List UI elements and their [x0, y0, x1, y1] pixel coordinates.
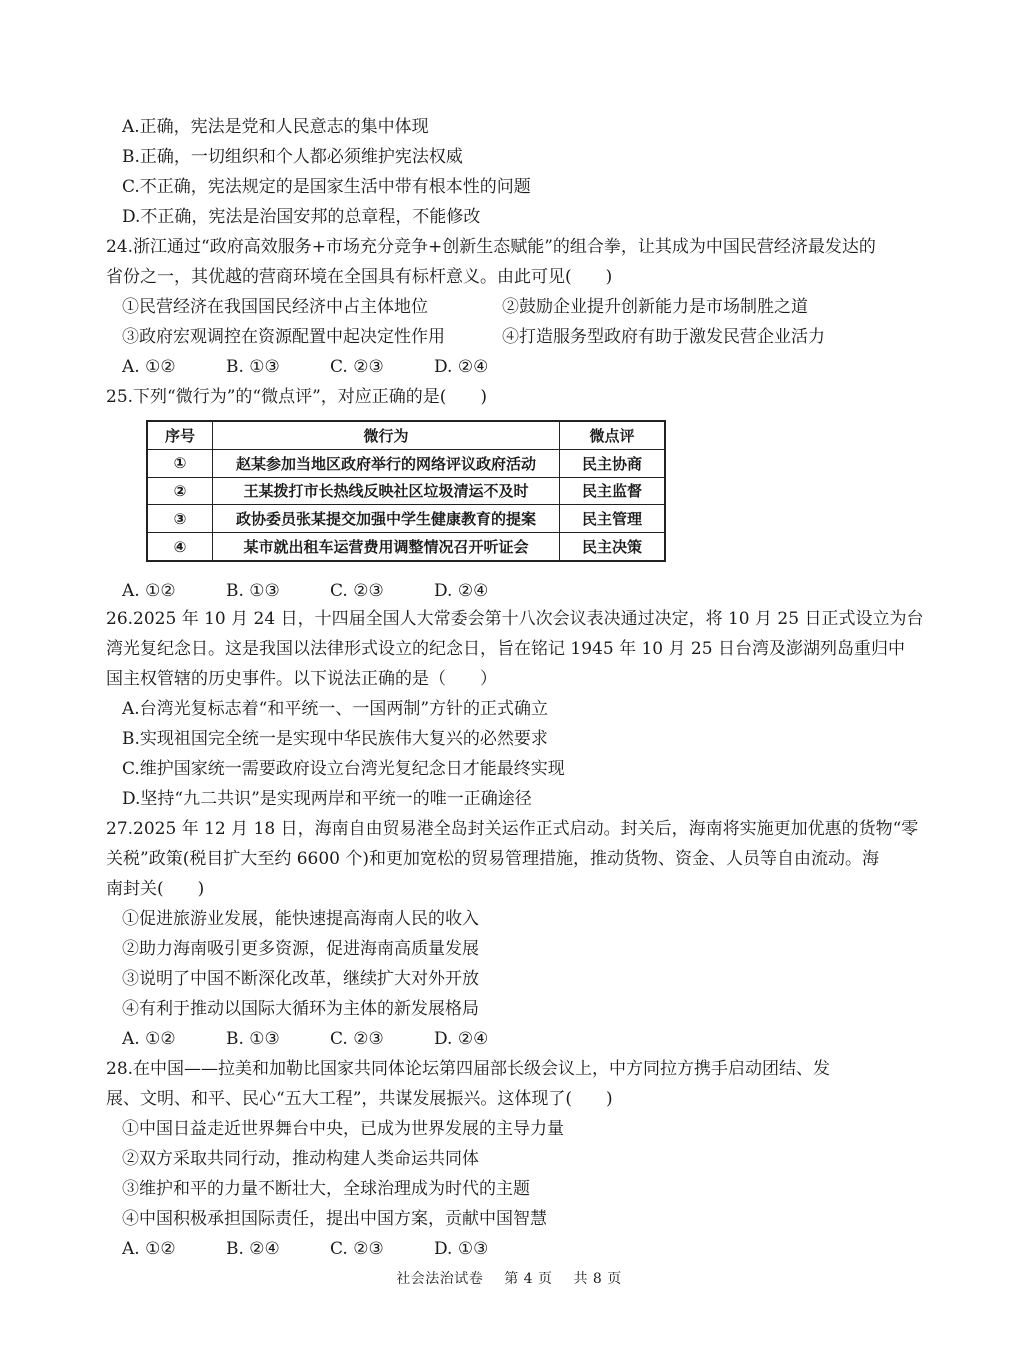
q26-stem-line-2: 湾光复纪念日。这是我国以法律形式设立的纪念日，旨在铭记 1945 年 10 月 25 日台湾及澎湖列岛重归中 — [106, 639, 905, 659]
q23-option-a: A.正确，宪法是党和人民意志的集中体现 — [122, 117, 429, 137]
q28-choice-b: B. ②④ — [226, 1239, 280, 1259]
q24-item-4: ④打造服务型政府有助于激发民营企业活力 — [502, 327, 825, 347]
footer-page-number: 第 4 页 — [504, 1271, 553, 1287]
q26-option-c: C.维护国家统一需要政府设立台湾光复纪念日才能最终实现 — [122, 759, 565, 779]
q28-choice-c: C. ②③ — [330, 1239, 384, 1259]
q26-option-a: A.台湾光复标志着“和平统一、一国两制”方针的正式确立 — [122, 699, 549, 719]
page-footer — [0, 1268, 1018, 1288]
table-cell-comment: 民主监督 — [560, 477, 666, 505]
table-row — [147, 449, 665, 477]
q24-items-row-2 — [122, 324, 902, 350]
q24-stem-line-1: 24.浙江通过“政府高效服务+市场充分竞争+创新生态赋能”的组合拳，让其成为中国民营经济最发达的 — [106, 237, 876, 257]
q25-choice-b: B. ①③ — [226, 581, 280, 601]
table-cell-behavior: 政协委员张某提交加强中学生健康教育的提案 — [213, 505, 560, 533]
q26-stem-line-3: 国主权管辖的历史事件。以下说法正确的是（ ） — [106, 669, 497, 689]
table-cell-index: ② — [147, 477, 213, 505]
q28-item-3: ③维护和平的力量不断壮大，全球治理成为时代的主题 — [122, 1179, 530, 1199]
q25-choice-a: A. ①② — [122, 581, 176, 601]
table-header-index: 序号 — [147, 421, 213, 449]
q27-choice-b: B. ①③ — [226, 1029, 280, 1049]
q27-choice-c: C. ②③ — [330, 1029, 384, 1049]
table-row — [147, 477, 665, 505]
table-cell-behavior: 某市就出租车运营费用调整情况召开听证会 — [213, 533, 560, 561]
q27-choice-a: A. ①② — [122, 1029, 176, 1049]
table-cell-index: ④ — [147, 533, 213, 561]
q28-item-1: ①中国日益走近世界舞台中央，已成为世界发展的主导力量 — [122, 1119, 564, 1139]
q27-item-3: ③说明了中国不断深化改革，继续扩大对外开放 — [122, 969, 479, 989]
q28-choice-a: A. ①② — [122, 1239, 176, 1259]
table-cell-behavior: 赵某参加当地区政府举行的网络评议政府活动 — [213, 449, 560, 477]
q28-item-4: ④中国积极承担国际责任，提出中国方案，贡献中国智慧 — [122, 1209, 547, 1229]
table-row — [147, 533, 665, 561]
table-cell-index: ③ — [147, 505, 213, 533]
table-row — [147, 505, 665, 533]
q28-stem-line-2: 展、文明、和平、民心“五大工程”，共谋发展振兴。这体现了( ) — [106, 1089, 613, 1109]
q23-option-c: C.不正确，宪法规定的是国家生活中带有根本性的问题 — [122, 177, 531, 197]
q27-item-4: ④有利于推动以国际大循环为主体的新发展格局 — [122, 999, 479, 1019]
q27-stem-line-1: 27.2025 年 12 月 18 日，海南自由贸易港全岛封关运作正式启动。封关后，海南将实施更加优惠的货物“零 — [106, 819, 919, 839]
q24-choice-c: C. ②③ — [330, 357, 384, 377]
q24-item-1: ①民营经济在我国国民经济中占主体地位 — [122, 297, 428, 317]
q24-item-3: ③政府宏观调控在资源配置中起决定性作用 — [122, 327, 445, 347]
q24-items-row-1 — [122, 294, 902, 320]
table-cell-behavior: 王某拨打市长热线反映社区垃圾清运不及时 — [213, 477, 560, 505]
q27-item-1: ①促进旅游业发展，能快速提高海南人民的收入 — [122, 909, 479, 929]
q27-choice-d: D. ②④ — [434, 1029, 489, 1049]
q27-choices — [122, 1026, 488, 1052]
q24-choice-a: A. ①② — [122, 357, 176, 377]
q25-table — [146, 420, 666, 562]
q27-stem-line-2: 关税”政策(税目扩大至约 6600 个)和更加宽松的贸易管理措施，推动货物、资金、人员等自由流动。海 — [106, 849, 880, 869]
q26-option-b: B.实现祖国完全统一是实现中华民族伟大复兴的必然要求 — [122, 729, 548, 749]
q28-choices — [122, 1236, 488, 1262]
table-cell-index: ① — [147, 449, 213, 477]
table-header-behavior: 微行为 — [213, 421, 560, 449]
q23-option-d: D.不正确，宪法是治国安邦的总章程，不能修改 — [122, 207, 481, 227]
q27-stem-line-3: 南封关( ) — [106, 879, 205, 899]
q24-choice-b: B. ①③ — [226, 357, 280, 377]
q25-choice-d: D. ②④ — [434, 581, 489, 601]
q27-item-2: ②助力海南吸引更多资源，促进海南高质量发展 — [122, 939, 479, 959]
q28-stem-line-1: 28.在中国——拉美和加勒比国家共同体论坛第四届部长级会议上，中方同拉方携手启动团结、发 — [106, 1059, 831, 1079]
q26-option-d: D.坚持“九二共识”是实现两岸和平统一的唯一正确途径 — [122, 789, 532, 809]
q28-choice-d: D. ①③ — [434, 1239, 489, 1259]
footer-subject: 社会法治试卷 — [396, 1271, 484, 1287]
q25-choices — [122, 578, 488, 604]
table-header-row — [147, 421, 665, 449]
q24-item-2: ②鼓励企业提升创新能力是市场制胜之道 — [502, 297, 808, 317]
q25-choice-c: C. ②③ — [330, 581, 384, 601]
q24-stem-line-2: 省份之一，其优越的营商环境在全国具有标杆意义。由此可见( ) — [106, 267, 613, 287]
q24-choice-d: D. ②④ — [434, 357, 489, 377]
q23-option-b: B.正确，一切组织和个人都必须维护宪法权威 — [122, 147, 463, 167]
footer-total-pages: 共 8 页 — [573, 1271, 622, 1287]
q28-item-2: ②双方采取共同行动，推动构建人类命运共同体 — [122, 1149, 479, 1169]
table-cell-comment: 民主协商 — [560, 449, 666, 477]
q24-choices — [122, 354, 488, 380]
q25-stem: 25.下列“微行为”的“微点评”，对应正确的是( ) — [106, 387, 488, 407]
table-cell-comment: 民主决策 — [560, 533, 666, 561]
table-header-comment: 微点评 — [560, 421, 666, 449]
q26-stem-line-1: 26.2025 年 10 月 24 日，十四届全国人大常委会第十八次会议表决通过决定，将 10 月 25 日正式设立为台 — [106, 609, 924, 629]
table-cell-comment: 民主管理 — [560, 505, 666, 533]
